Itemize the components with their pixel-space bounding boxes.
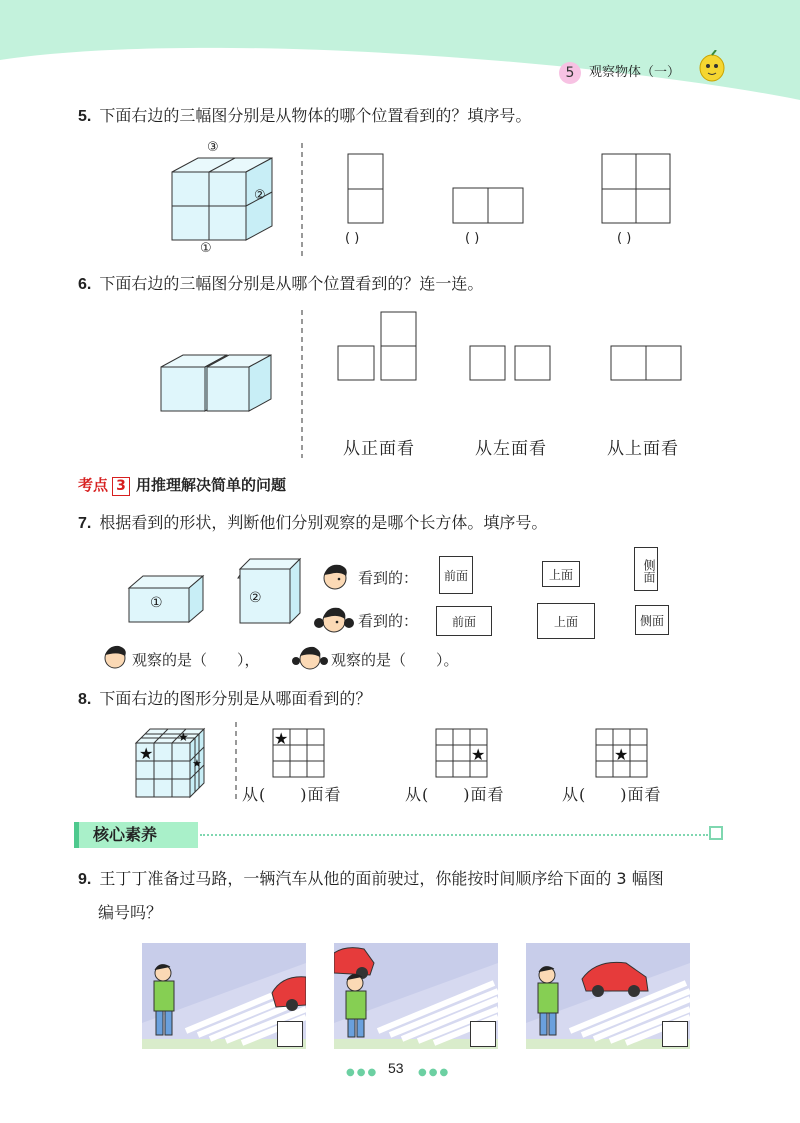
q6-view-top xyxy=(610,345,684,383)
question-6 xyxy=(78,273,483,296)
q8-cube-drawing xyxy=(132,723,212,801)
girl-face-front: 前面 xyxy=(436,606,492,636)
scene-3-order-box[interactable] xyxy=(662,1021,688,1047)
q8-grid-1 xyxy=(272,728,328,780)
answer-blank-3[interactable]: ( ) xyxy=(617,231,632,246)
core-section-title: 核心素养 xyxy=(74,822,198,848)
boy-face-icon xyxy=(100,643,130,671)
q6-view-front xyxy=(337,311,419,383)
q7-box-2-drawing xyxy=(236,557,306,627)
girl-face-side: 侧面 xyxy=(635,605,669,635)
view-label-top: 从上面看 xyxy=(607,439,679,459)
divider xyxy=(300,310,304,458)
q5-view-2 xyxy=(452,187,526,225)
footer-dots-right: ●●● xyxy=(418,1067,451,1078)
question-9-text-line2: 编号吗？ xyxy=(98,903,163,922)
girl-answer[interactable]: 观察的是（ ）。 xyxy=(331,651,459,669)
divider xyxy=(234,722,238,802)
question-9-number: 9. xyxy=(78,871,92,888)
question-5 xyxy=(78,105,531,128)
question-6-number: 6. xyxy=(78,276,92,293)
scene-1-order-box[interactable] xyxy=(277,1021,303,1047)
chapter-badge: 5 xyxy=(559,62,581,84)
boy-face-side: 侧面 xyxy=(634,547,658,591)
question-7 xyxy=(78,512,547,535)
core-divider xyxy=(200,834,708,836)
answer-blank-1[interactable]: ( ) xyxy=(345,231,360,246)
box-label-2: ② xyxy=(249,590,262,606)
question-5-number: 5. xyxy=(78,108,92,125)
mascot-icon xyxy=(690,50,730,86)
q8-answer-3[interactable]: 从( )面看 xyxy=(562,785,662,804)
girl-face-icon xyxy=(290,643,330,673)
view-label-left: 从左面看 xyxy=(475,439,547,459)
q8-grid-3 xyxy=(595,728,651,780)
kaodian-tag: 考点 xyxy=(78,476,109,494)
boy-face-icon xyxy=(318,561,352,591)
header-band xyxy=(0,0,800,100)
question-8-number: 8. xyxy=(78,691,92,708)
chapter-title: 观察物体（一） xyxy=(589,65,681,80)
q5-view-1 xyxy=(347,153,387,225)
core-divider-end xyxy=(709,826,723,840)
question-8-text: 下面右边的图形分别是从哪面看到的？ xyxy=(99,689,372,708)
question-5-text: 下面右边的三幅图分别是从物体的哪个位置看到的？填序号。 xyxy=(99,106,532,125)
question-8 xyxy=(78,688,371,711)
kaodian-number: 3 xyxy=(112,477,130,496)
svg-text:★: ★ xyxy=(274,729,289,748)
footer-dots-left: ●●● xyxy=(346,1067,379,1078)
girl-face-icon xyxy=(313,603,355,637)
divider xyxy=(300,143,304,258)
q6-view-left xyxy=(469,345,553,383)
kaodian-title: 用推理解决简单的问题 xyxy=(136,476,287,494)
q6-cube-drawing xyxy=(155,345,275,420)
q5-view-3 xyxy=(601,153,673,225)
boy-face-top: 上面 xyxy=(542,561,580,587)
question-7-text: 根据看到的形状，判断他们分别观察的是哪个长方体。填序号。 xyxy=(99,513,548,532)
page-number: 53 xyxy=(388,1060,404,1076)
svg-text:★: ★ xyxy=(192,757,202,770)
box-label-1: ① xyxy=(150,595,163,611)
view-label-front: 从正面看 xyxy=(343,439,415,459)
svg-text:★: ★ xyxy=(471,745,486,764)
question-7-number: 7. xyxy=(78,515,92,532)
boy-seen-label: 看到的： xyxy=(358,569,419,587)
q8-answer-2[interactable]: 从( )面看 xyxy=(405,785,505,804)
q8-grid-2 xyxy=(435,728,491,780)
svg-text:★: ★ xyxy=(614,745,629,764)
kaodian-heading xyxy=(78,474,286,496)
girl-face-top: 上面 xyxy=(537,603,595,639)
boy-answer[interactable]: 观察的是（ ）， xyxy=(132,651,260,669)
position-label-top: ③ xyxy=(207,140,219,155)
position-label-front: ① xyxy=(200,241,212,256)
girl-seen-label: 看到的： xyxy=(358,612,419,630)
scene-2-order-box[interactable] xyxy=(470,1021,496,1047)
svg-text:★: ★ xyxy=(178,730,189,744)
question-9 xyxy=(78,868,664,891)
svg-text:★: ★ xyxy=(139,744,154,763)
question-9-text-line1: 王丁丁准备过马路，一辆汽车从他的面前驶过，你能按时间顺序给下面的 3 幅图 xyxy=(99,869,664,888)
q8-answer-1[interactable]: 从( )面看 xyxy=(242,785,342,804)
boy-face-front: 前面 xyxy=(439,556,473,594)
position-label-right: ② xyxy=(254,188,266,203)
question-6-text: 下面右边的三幅图分别是从哪个位置看到的？连一连。 xyxy=(99,274,484,293)
answer-blank-2[interactable]: ( ) xyxy=(465,231,480,246)
